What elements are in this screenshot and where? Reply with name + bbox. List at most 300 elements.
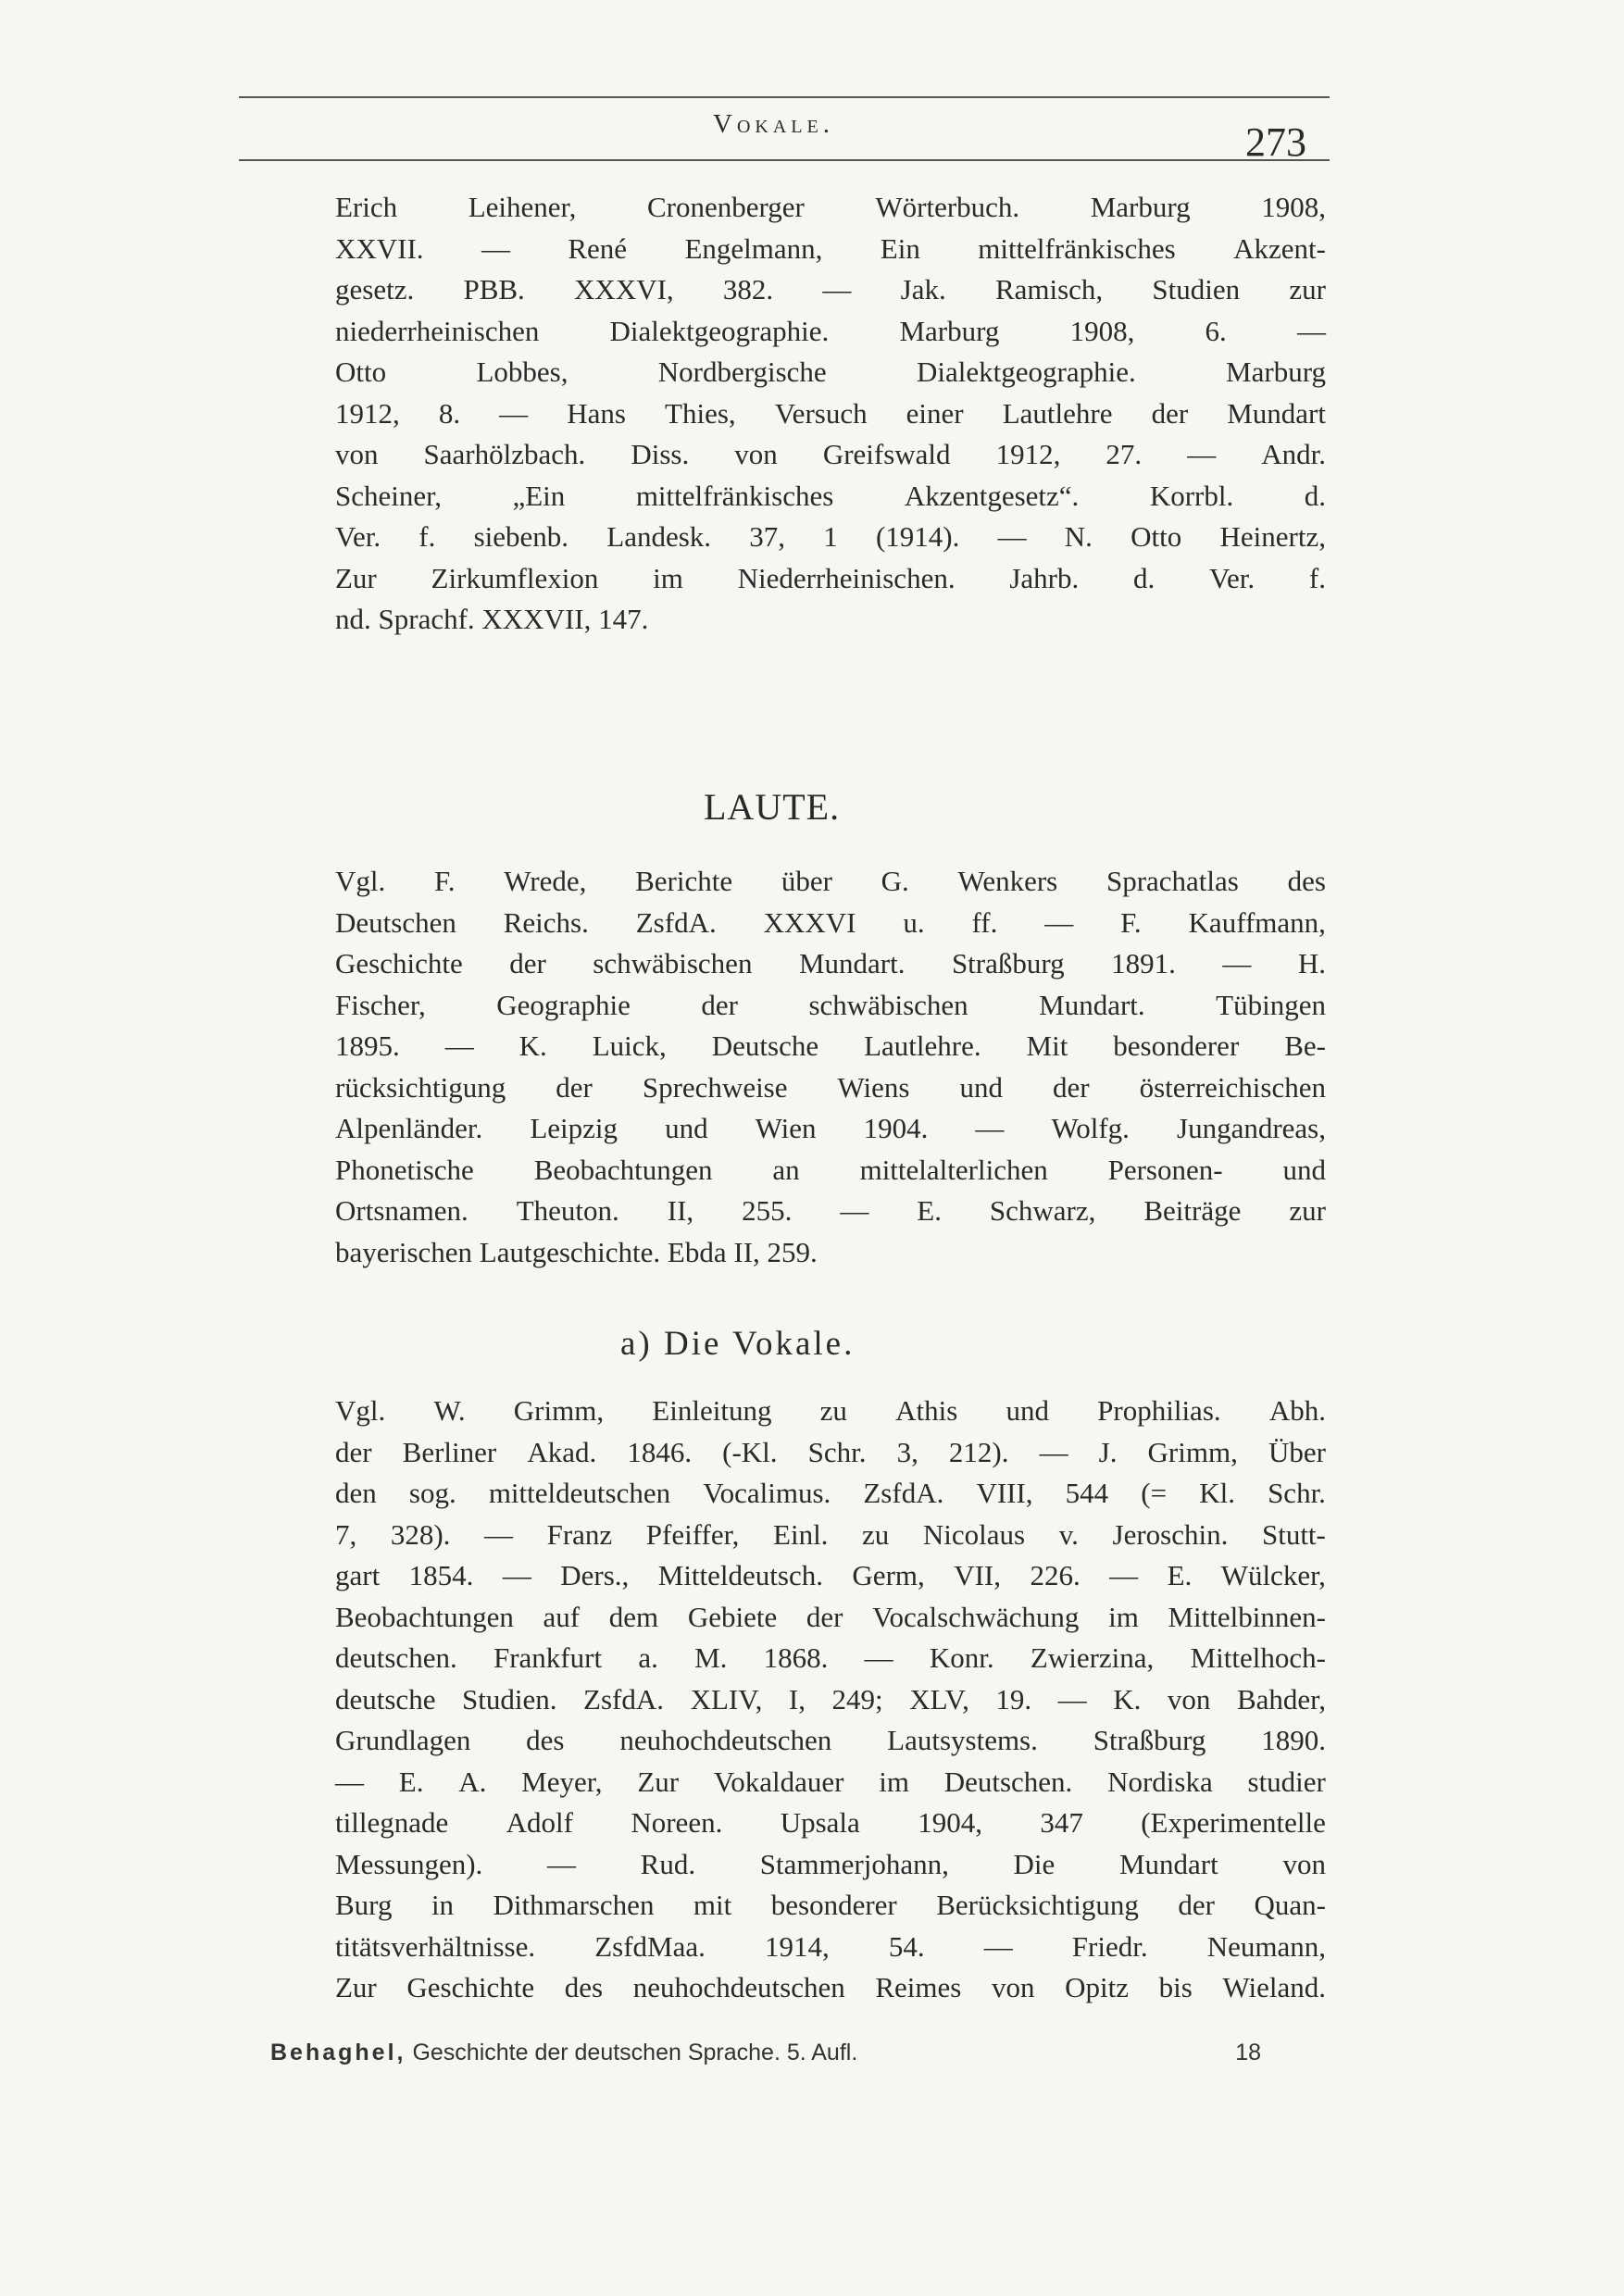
text-line <box>335 985 1326 1027</box>
word: Ein <box>880 231 920 265</box>
word: J. <box>1098 1435 1118 1468</box>
word: 1912, <box>995 438 1061 470</box>
word: titätsverhältnisse. <box>335 1929 536 1963</box>
word: 226. <box>1030 1559 1081 1591</box>
word: Nordbergische <box>657 356 827 388</box>
word: a. <box>638 1641 658 1674</box>
word: „Ein <box>512 479 566 512</box>
word: — <box>499 396 529 430</box>
word: 347 <box>1040 1806 1083 1839</box>
word: Wolfg. <box>1051 1112 1130 1144</box>
word: Zur <box>637 1765 680 1798</box>
word: A. <box>458 1765 487 1798</box>
word: Zirkumflexion <box>431 561 599 594</box>
word: Studien <box>1152 273 1241 306</box>
word: Gebiete <box>687 1600 778 1633</box>
word: Vgl. <box>335 865 386 897</box>
section-heading-laute: LAUTE. <box>704 786 841 828</box>
text-line <box>335 229 1326 270</box>
word: im <box>653 561 683 594</box>
word: Lautlehre. <box>864 1029 981 1062</box>
word: 8. <box>438 396 461 430</box>
word: — <box>1109 1559 1139 1591</box>
text-line <box>335 1108 1326 1150</box>
word: auf <box>543 1600 581 1633</box>
word: K. <box>1113 1682 1142 1716</box>
word: Beiträge <box>1143 1194 1242 1227</box>
word: 7, <box>335 1517 357 1551</box>
word: des <box>1287 865 1326 897</box>
word: der <box>556 1070 593 1104</box>
word: gesetz. <box>335 273 415 306</box>
word: der <box>335 1435 372 1468</box>
word: Reichs. <box>503 905 589 939</box>
word: Geschichte <box>406 1971 535 2003</box>
word: Mittelhoch- <box>1190 1641 1326 1674</box>
word: — <box>1187 438 1217 470</box>
word: F. <box>433 865 456 897</box>
word: — <box>864 1641 893 1674</box>
word: VIII, <box>976 1477 1033 1509</box>
word: — <box>975 1112 1005 1144</box>
text-line <box>335 1803 1326 1844</box>
word: und <box>665 1112 708 1144</box>
text-line <box>335 558 1326 600</box>
text-line <box>335 1597 1326 1639</box>
text-line <box>335 434 1326 476</box>
word: der <box>1052 1070 1090 1104</box>
word: — <box>1057 1682 1087 1716</box>
word: Marburg <box>899 314 1000 347</box>
word: Dialektgeographie. <box>917 356 1136 388</box>
word: I, <box>788 1682 806 1716</box>
word: Vokaldauer <box>713 1765 844 1798</box>
word: Franz <box>546 1517 613 1551</box>
word: Geographie <box>496 988 631 1021</box>
word: Reimes <box>875 1971 962 2003</box>
word: Dithmarschen <box>493 1889 655 1921</box>
word: Versuch <box>774 396 868 430</box>
word: Geschichte <box>335 947 463 980</box>
word: v. <box>1058 1517 1079 1551</box>
text-line <box>335 1391 1326 1432</box>
text-line <box>335 861 1326 903</box>
word: Wiens <box>837 1070 910 1104</box>
word: der <box>701 988 738 1021</box>
word: Schr. <box>807 1435 867 1468</box>
word: rücksichtigung <box>335 1070 506 1104</box>
word: Beobachtungen <box>533 1153 713 1186</box>
word: G. <box>881 865 909 897</box>
word: Zur <box>335 1971 377 2003</box>
word: Kauffmann, <box>1188 905 1326 939</box>
word: deutsche <box>335 1682 436 1716</box>
word: Vocalimus. <box>703 1477 831 1509</box>
header-rule-top <box>239 96 1330 98</box>
word: deutschen. <box>335 1641 457 1674</box>
text-line <box>335 269 1326 311</box>
word: im <box>1108 1600 1139 1633</box>
word: Jeroschin. <box>1112 1517 1229 1551</box>
word: Cronenberger <box>646 191 805 223</box>
word: 1904. <box>863 1112 929 1144</box>
word: E. <box>917 1194 942 1227</box>
word: Deutschen. <box>943 1765 1073 1798</box>
word: Mittelbinnen- <box>1168 1600 1326 1633</box>
word: Einleitung <box>652 1394 772 1427</box>
footer-author: Behaghel, <box>270 2040 406 2065</box>
word: von <box>335 438 379 470</box>
text-line <box>335 1927 1326 1968</box>
word: K. <box>518 1029 547 1062</box>
word: Wrede, <box>504 865 587 897</box>
word: Mit <box>1026 1029 1068 1062</box>
word: — <box>840 1194 869 1227</box>
word: Berliner <box>402 1435 497 1468</box>
text-line <box>335 1555 1326 1597</box>
word: N. <box>1064 520 1093 553</box>
word: XLIV, <box>690 1682 763 1716</box>
word: II, <box>667 1194 694 1227</box>
word: Deutsche <box>711 1029 819 1062</box>
word: — <box>502 1559 531 1591</box>
word: 1891. <box>1111 947 1176 980</box>
word: Friedr. <box>1071 1929 1148 1963</box>
word: Alpenländer. <box>335 1112 483 1144</box>
word: d. <box>1304 479 1326 512</box>
word: d. <box>1133 561 1156 594</box>
word: (-Kl. <box>722 1435 778 1468</box>
word: ZsfdA. <box>583 1682 665 1716</box>
word: und <box>1006 1394 1049 1427</box>
word: 6. <box>1205 314 1227 347</box>
word: siebenb. <box>473 520 569 553</box>
text-line <box>335 1720 1326 1762</box>
word: österreichischen <box>1139 1070 1326 1104</box>
word: Niederrheinischen. <box>737 561 956 594</box>
text-line <box>335 1762 1326 1803</box>
word: Mundart <box>1118 1847 1218 1880</box>
header-rule-bottom <box>239 159 1330 161</box>
word: Burg <box>335 1889 393 1921</box>
word: tillegnade <box>335 1806 449 1839</box>
word: Phonetische <box>335 1153 474 1186</box>
word: Akzent- <box>1233 231 1326 265</box>
word: ZsfdA. <box>863 1477 944 1509</box>
word: Die <box>1013 1847 1056 1880</box>
word: Korrbl. <box>1149 479 1234 512</box>
text-line: nd. Sprachf. XXXVII, 147. <box>335 603 649 635</box>
word: 212). <box>948 1435 1009 1468</box>
word: Beobachtungen <box>335 1600 514 1633</box>
word: Leipzig <box>530 1112 618 1144</box>
word: zur <box>1289 273 1326 306</box>
word: Lautsystems. <box>887 1724 1038 1756</box>
word: neuhochdeutschen <box>619 1724 832 1756</box>
word: 1 <box>823 520 838 553</box>
word: Zur <box>335 561 377 594</box>
word: Grundlagen <box>335 1724 471 1756</box>
word: Mundart <box>1227 396 1326 430</box>
word: Hans <box>567 396 626 430</box>
word: von <box>1167 1682 1211 1716</box>
word: in <box>431 1889 455 1921</box>
word: Mitteldeutsch. <box>657 1559 823 1591</box>
word: im <box>879 1765 909 1798</box>
word: Ortsnamen. <box>335 1194 468 1227</box>
word: Straßburg <box>1093 1724 1206 1756</box>
word: dem <box>608 1600 659 1633</box>
word: Zwierzina, <box>1030 1641 1155 1674</box>
word: und <box>1282 1153 1326 1186</box>
word: Lautlehre <box>1002 396 1113 430</box>
word: Mundart. <box>1039 988 1145 1021</box>
word: 1912, <box>335 396 400 430</box>
word: Schwarz, <box>989 1194 1096 1227</box>
word: Otto <box>1131 520 1182 553</box>
bibliography-block-1 <box>335 187 1326 641</box>
word: — <box>484 1517 514 1551</box>
text-line: bayerischen Lautgeschichte. Ebda II, 259. <box>335 1235 818 1268</box>
word: und <box>959 1070 1003 1104</box>
word: Frankfurt <box>493 1641 603 1674</box>
word: XXXVI <box>763 905 856 939</box>
text-line <box>335 1067 1326 1109</box>
word: Stammerjohann, <box>759 1847 949 1880</box>
word: Upsala <box>780 1806 860 1839</box>
word: H. <box>1297 947 1326 980</box>
text-line <box>335 903 1326 944</box>
word: Nordiska <box>1107 1765 1213 1798</box>
text-line <box>335 476 1326 518</box>
text-line <box>335 1844 1326 1886</box>
word: Grimm, <box>513 1394 605 1427</box>
word: Vgl. <box>335 1394 386 1427</box>
word: Ramisch, <box>994 273 1104 306</box>
word: 1895. <box>335 1029 400 1062</box>
word: Stutt- <box>1261 1517 1326 1551</box>
word: 249; <box>831 1682 883 1716</box>
word: — <box>481 231 510 265</box>
word: 37, <box>749 520 786 553</box>
word: schwäbischen <box>808 988 968 1021</box>
text-line <box>335 1473 1326 1515</box>
word: XLV, <box>909 1682 969 1716</box>
word: 1868. <box>763 1641 829 1674</box>
word: von <box>734 438 778 470</box>
text-line <box>335 943 1326 985</box>
word: sog. <box>408 1477 456 1509</box>
word: mittelfränkisches <box>978 231 1176 265</box>
word: Konr. <box>929 1641 994 1674</box>
word: Saarhölzbach. <box>423 438 586 470</box>
running-head: Vokale. <box>713 109 834 139</box>
text-line <box>335 311 1326 353</box>
word: Berücksichtigung <box>936 1889 1139 1921</box>
word: Be- <box>1284 1029 1326 1062</box>
word: einer <box>906 396 964 430</box>
word: besonderer <box>1113 1029 1240 1062</box>
word: Meyer, <box>521 1765 603 1798</box>
word: 1914, <box>764 1929 830 1963</box>
word: mittelfränkisches <box>635 479 834 512</box>
word: XXXVI, <box>574 273 674 306</box>
word: VII, <box>954 1559 1001 1591</box>
word: Rud. <box>640 1847 696 1880</box>
word: Leihener, <box>468 191 577 223</box>
word: ZsfdMaa. <box>594 1929 706 1963</box>
word: Neumann, <box>1206 1929 1326 1963</box>
word: zur <box>1289 1194 1326 1227</box>
word: 544 <box>1065 1477 1109 1509</box>
word: Pfeiffer, <box>645 1517 740 1551</box>
word: Opitz <box>1065 1971 1130 2003</box>
word: 54. <box>888 1929 925 1963</box>
word: Scheiner, <box>335 479 442 512</box>
word: von <box>1282 1847 1326 1880</box>
word: E. <box>398 1765 424 1798</box>
word: — <box>335 1765 364 1798</box>
word: — <box>983 1929 1013 1963</box>
word: gart <box>335 1559 381 1591</box>
word: (Experimentelle <box>1141 1806 1326 1839</box>
word: neuhochdeutschen <box>632 1971 845 2003</box>
word: 1908, <box>1261 191 1326 223</box>
text-line <box>335 1885 1326 1927</box>
word: u. <box>903 905 925 939</box>
word: Athis <box>895 1394 958 1427</box>
word: Vocalschwächung <box>872 1600 1080 1633</box>
text-line <box>335 1967 1326 2009</box>
word: von <box>992 1971 1035 2003</box>
word: — <box>822 273 852 306</box>
word: Germ, <box>852 1559 925 1591</box>
word: Thies, <box>665 396 736 430</box>
word: — <box>1039 1435 1068 1468</box>
word: (1914). <box>875 520 960 553</box>
word: Wörterbuch. <box>875 191 1020 223</box>
word: 1908, <box>1069 314 1135 347</box>
word: f. <box>418 520 436 553</box>
word: Wülcker, <box>1220 1559 1326 1591</box>
word: bis <box>1158 1971 1193 2003</box>
bibliography-block-2 <box>335 861 1326 1273</box>
word: Messungen). <box>335 1847 483 1880</box>
text-line <box>335 352 1326 393</box>
word: Noreen. <box>631 1806 723 1839</box>
word: Wieland. <box>1222 1971 1326 2003</box>
footer-signature: 18 <box>1235 2040 1261 2065</box>
text-line <box>335 1679 1326 1721</box>
word: zu <box>819 1394 847 1427</box>
word: E. <box>1167 1559 1193 1591</box>
word: 1890. <box>1261 1724 1326 1756</box>
word: 1904, <box>918 1806 982 1839</box>
text-line <box>335 517 1326 558</box>
word: zu <box>862 1517 890 1551</box>
word: Greifswald <box>822 438 951 470</box>
word: Über <box>1268 1435 1326 1468</box>
word: Theuton. <box>516 1194 619 1227</box>
word: 255. <box>742 1194 793 1227</box>
word: f. <box>1308 561 1326 594</box>
word: Luick, <box>592 1029 667 1062</box>
word: Otto <box>335 356 387 388</box>
text-line <box>335 1191 1326 1232</box>
word: Marburg <box>1226 356 1326 388</box>
word: studier <box>1247 1765 1326 1798</box>
word: Kl. <box>1199 1477 1235 1509</box>
word: mit <box>693 1889 732 1921</box>
word: Heinertz, <box>1219 520 1326 553</box>
text-line <box>335 1150 1326 1192</box>
word: Berichte <box>635 865 733 897</box>
word: 1854. <box>408 1559 474 1591</box>
word: Marburg <box>1090 191 1191 223</box>
word: Prophilias. <box>1097 1394 1221 1427</box>
word: — <box>997 520 1027 553</box>
word: 1846. <box>627 1435 693 1468</box>
page-number: 273 <box>1245 119 1306 165</box>
word: Mundart. <box>798 947 906 980</box>
word: Ver. <box>1209 561 1255 594</box>
word: 27. <box>1106 438 1143 470</box>
word: besonderer <box>770 1889 897 1921</box>
word: M. <box>694 1641 728 1674</box>
word: Jungandreas, <box>1177 1112 1326 1144</box>
word: 19. <box>995 1682 1032 1716</box>
text-line <box>335 393 1326 435</box>
word: des <box>564 1971 604 2003</box>
section-heading-vokale: a) Die Vokale. <box>620 1325 856 1363</box>
word: — <box>1222 947 1252 980</box>
word: Nicolaus <box>922 1517 1026 1551</box>
footer-citation <box>270 2040 857 2066</box>
word: Personen- <box>1107 1153 1223 1186</box>
word: niederrheinischen <box>335 314 540 347</box>
word: Abh. <box>1268 1394 1326 1427</box>
word: der <box>509 947 546 980</box>
word: an <box>772 1153 800 1186</box>
word: Engelmann, <box>684 231 823 265</box>
word: W. <box>433 1394 466 1427</box>
word: Straßburg <box>951 947 1065 980</box>
word: Grimm, <box>1147 1435 1238 1468</box>
word: der <box>1178 1889 1215 1921</box>
word: René <box>568 231 628 265</box>
word: Bahder, <box>1236 1682 1326 1716</box>
word: Ver. <box>335 520 381 553</box>
word: Studien. <box>462 1682 557 1716</box>
word: Quan- <box>1254 1889 1326 1921</box>
word: der <box>1151 396 1189 430</box>
word: 3, <box>896 1435 918 1468</box>
word: der <box>806 1600 843 1633</box>
word: — <box>546 1847 576 1880</box>
word: Akzentgesetz“. <box>904 479 1080 512</box>
word: Fischer, <box>335 988 426 1021</box>
word: Sprechweise <box>642 1070 788 1104</box>
word: des <box>526 1724 565 1756</box>
text-line <box>335 1515 1326 1556</box>
word: Akad. <box>527 1435 597 1468</box>
word: Adolf <box>506 1806 573 1839</box>
footer-title: Geschichte der deutschen Sprache. 5. Aufl. <box>412 2040 858 2065</box>
word: Erich <box>335 191 398 223</box>
word: Landesk. <box>606 520 712 553</box>
word: ff. <box>971 905 998 939</box>
word: Schr. <box>1268 1477 1326 1509</box>
